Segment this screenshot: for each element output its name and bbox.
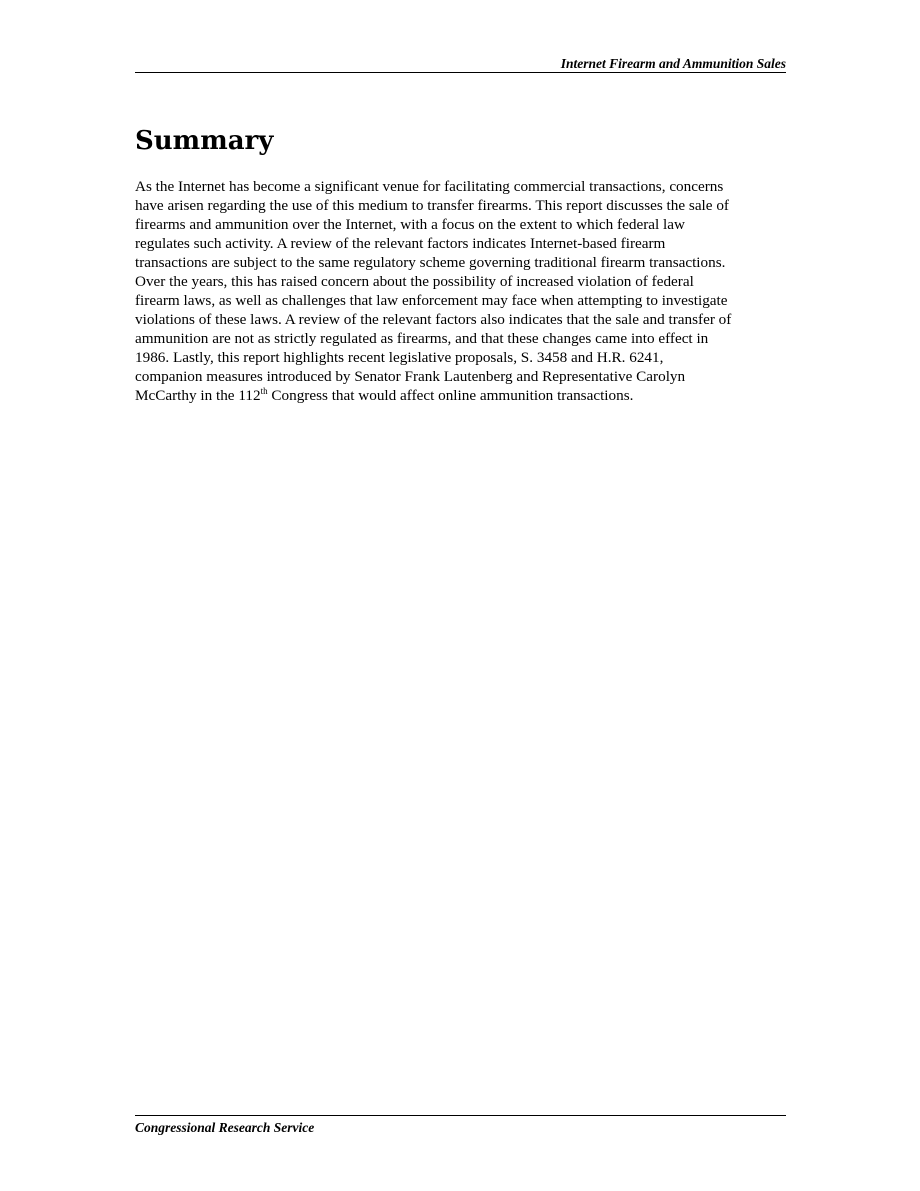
ordinal-superscript: th xyxy=(260,386,268,396)
summary-line: companion measures introduced by Senator Frank Lautenberg and Representative Carolyn xyxy=(135,368,686,385)
summary-line: 1986. Lastly, this report highlights recent legislative proposals, S. 3458 and H.R. 6241, xyxy=(135,349,664,366)
running-header: Internet Firearm and Ammunition Sales xyxy=(560,56,786,71)
footer-divider xyxy=(135,1115,786,1116)
summary-line: ammunition are not as strictly regulated as firearms, and that these changes came into effect in xyxy=(135,330,709,347)
summary-line: firearms and ammunition over the Internet, with a focus on the extent to which federal law xyxy=(135,216,685,233)
running-footer: Congressional Research Service xyxy=(135,1120,315,1135)
summary-line: violations of these laws. A review of the relevant factors also indicates that the sale and transfer of xyxy=(135,311,732,328)
summary-text: Congress that would affect online ammunition transactions. xyxy=(267,387,634,404)
summary-line: firearm laws, as well as challenges that law enforcement may face when attempting to investigate xyxy=(135,292,728,309)
summary-line: As the Internet has become a significant venue for facilitating commercial transactions, concerns xyxy=(135,178,724,195)
summary-last-line xyxy=(135,386,786,405)
summary-line: Over the years, this has raised concern about the possibility of increased violation of federal xyxy=(135,273,694,290)
page-title: Summary xyxy=(135,126,274,156)
summary-line: have arisen regarding the use of this medium to transfer firearms. This report discusses the sale of xyxy=(135,197,729,214)
summary-text: McCarthy in the 112 xyxy=(135,387,261,404)
header-divider xyxy=(135,72,786,73)
summary-line: regulates such activity. A review of the relevant factors indicates Internet-based firearm xyxy=(135,235,666,252)
summary-line: transactions are subject to the same regulatory scheme governing traditional firearm transactions. xyxy=(135,254,726,271)
summary-paragraph xyxy=(135,177,786,405)
